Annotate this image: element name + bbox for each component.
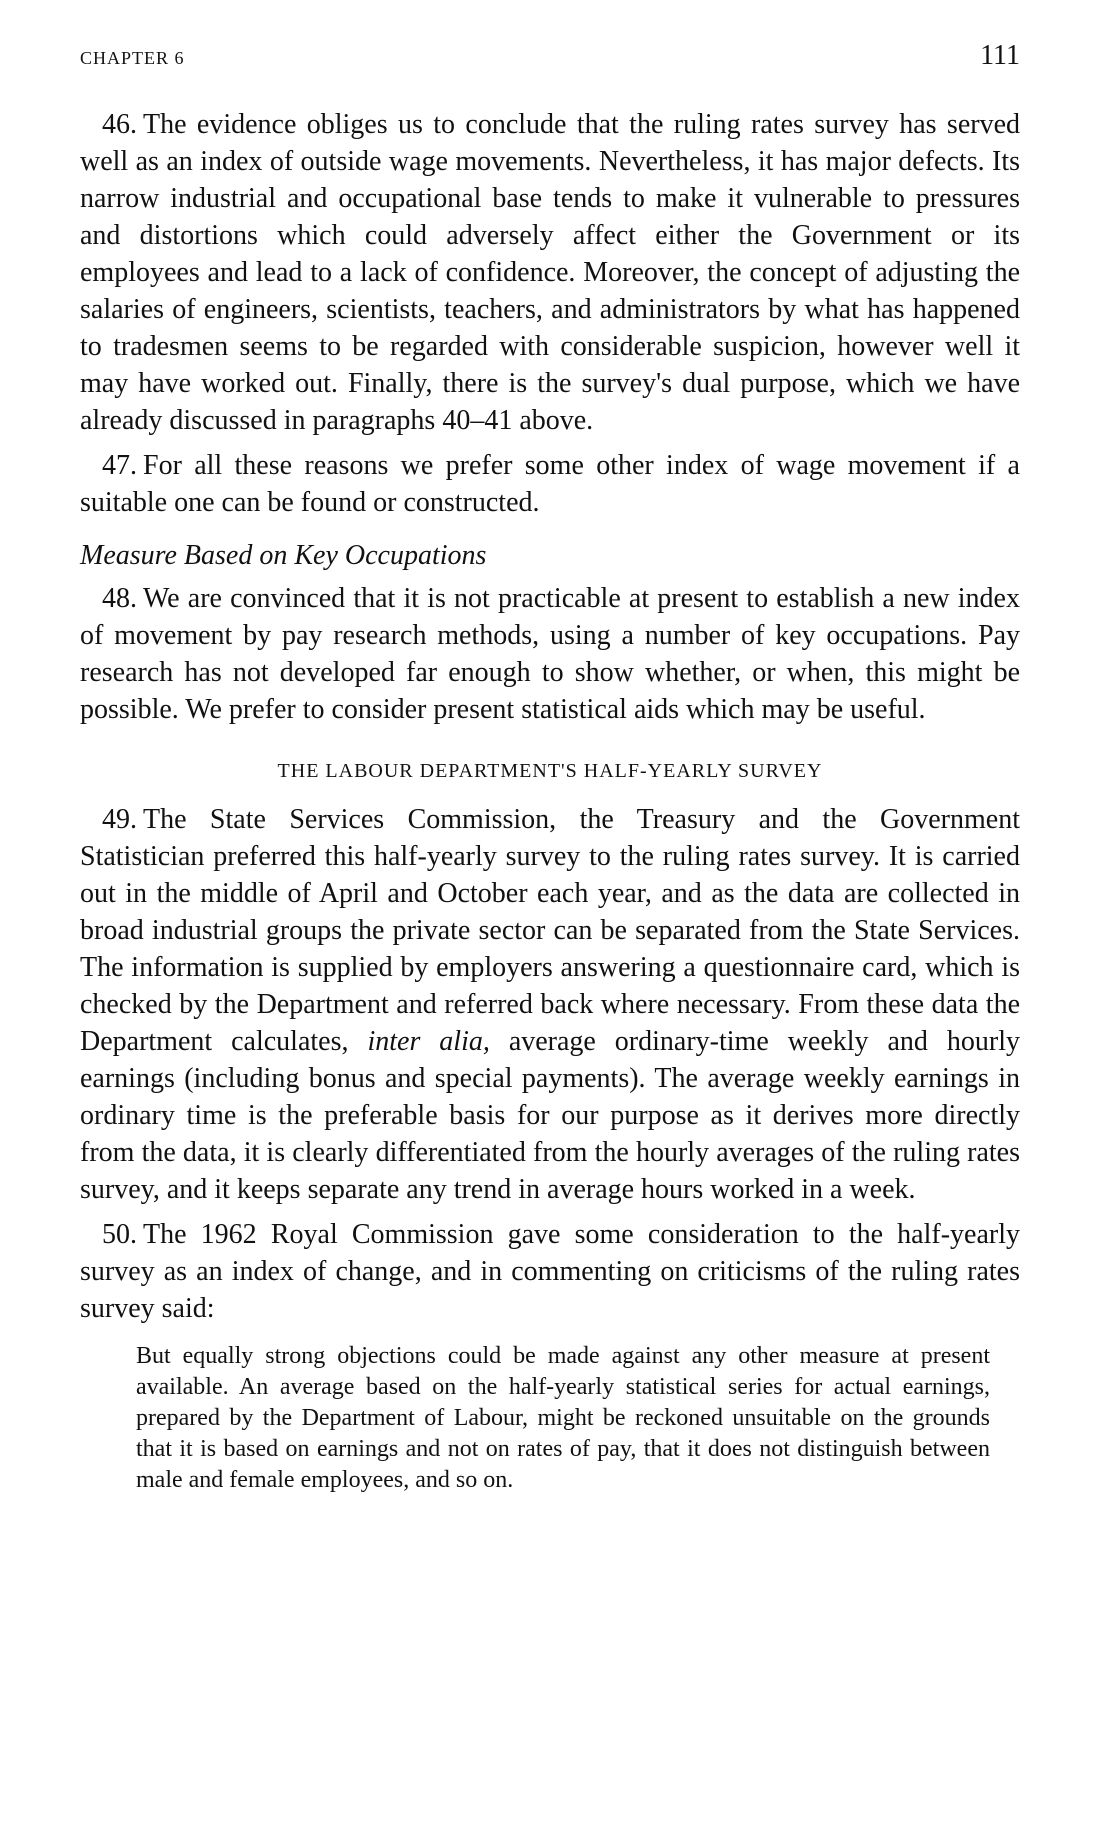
chapter-label: CHAPTER 6 [80, 48, 185, 68]
paragraph-47 [80, 447, 1020, 521]
paragraph-text: The evidence obliges us to conclude that the ruling rates survey has served well as an index of outside wage movements. Nevertheless, it has major defects. Its narrow industrial and occupational base tends to make it vulnerable to pressures and distortions which could adversely affect either the Government or its employees and lead to a lack of confidence. Moreover, the concept of adjusting the salaries of engineers, scientists, teachers, and administrators by what has happened to tradesmen seems to be regarded with considerable suspicion, however well it may have worked out. Finally, there is the survey's dual purpose, which we have already discussed in paragraphs 40–41 above. [80, 109, 1020, 436]
paragraph-number: 50. [102, 1219, 137, 1250]
paragraph-text: The State Services Commission, the Treasury and the Government Statistician preferred this half-yearly survey to the ruling rates survey. It is carried out in the middle of April and October each year, and as the data are collected in broad industrial groups the private sector can be separated from the State Services. The information is supplied by employers answering a questionnaire card, which is checked by the Department and referred back where necessary. From these data the Department calculates, [80, 804, 1020, 1057]
document-page [80, 40, 1020, 1820]
paragraph-number: 46. [102, 109, 137, 140]
paragraph-number: 49. [102, 804, 137, 835]
paragraph-50 [80, 1216, 1020, 1327]
paragraph-text: We are convinced that it is not practicable at present to establish a new index of movement by pay research methods, using a number of key occupations. Pay research has not developed far enough to show whether, or when, this might be possible. We prefer to consider present statistical aids which may be useful. [80, 583, 1020, 725]
block-quote: But equally strong objections could be made against any other measure at present available. An average based on the half-yearly statistical series for actual earnings, prepared by the Department of Labour, might be reckoned unsuitable on the grounds that it is based on earnings and not on rates of pay, that it does not distinguish between male and female employees, and so on. [136, 1343, 990, 1493]
paragraph-49 [80, 801, 1020, 1208]
running-head [80, 40, 1020, 80]
paragraph-46 [80, 106, 1020, 439]
page-number: 111 [980, 40, 1020, 71]
paragraph-text: The 1962 Royal Commission gave some consideration to the half-yearly survey as an index of change, and in commenting on criticisms of the ruling rates survey said: [80, 1219, 1020, 1324]
paragraph-48 [80, 580, 1020, 728]
paragraph-number: 47. [102, 450, 137, 481]
paragraph-number: 48. [102, 583, 137, 614]
italic-phrase: inter alia, [367, 1026, 490, 1057]
paragraph-text-continued: average ordinary-time weekly and hourly earnings (including bonus and special payments). The average weekly earnings in ordinary time is the preferable basis for our purpose as it derives more directly from the data, it is clearly differentiated from the hourly averages of the ruling rates survey, and it keeps separate any trend in average hours worked in a week. [80, 1026, 1020, 1205]
section-title: THE LABOUR DEPARTMENT'S HALF-YEARLY SURVEY [277, 760, 823, 782]
paragraph-text: For all these reasons we prefer some other index of wage movement if a suitable one can be found or constructed. [80, 450, 1020, 518]
subheading: Measure Based on Key Occupations [80, 540, 487, 571]
